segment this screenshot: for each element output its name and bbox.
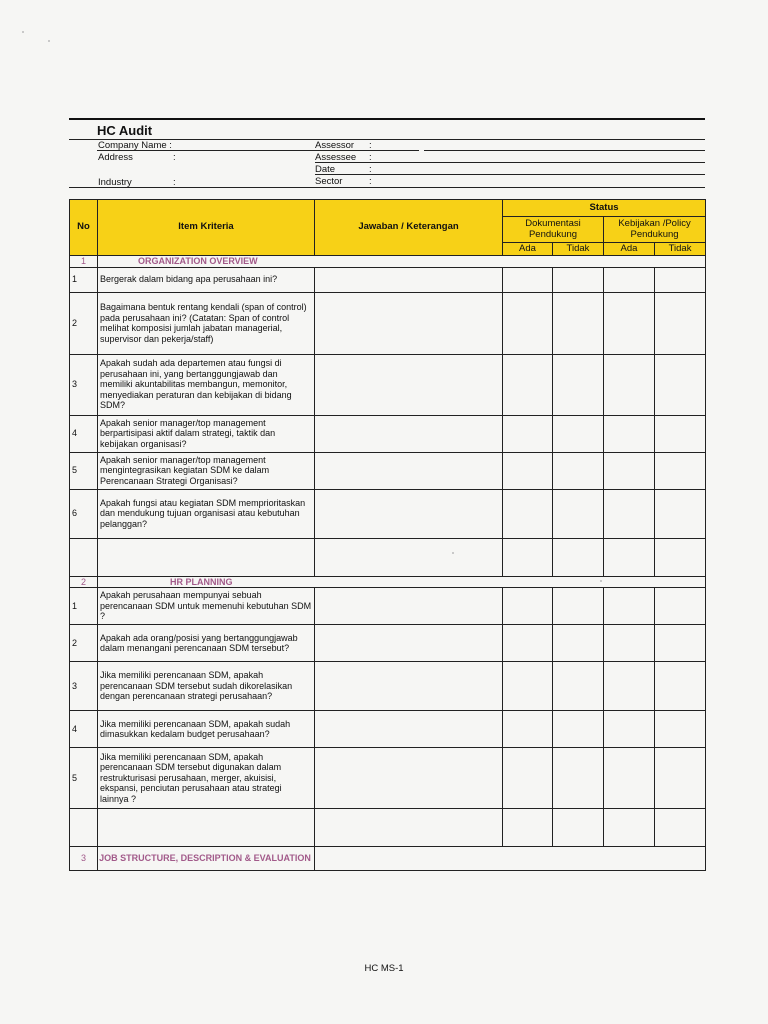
table-row: [70, 625, 706, 662]
doc-tidak-cell[interactable]: [553, 354, 604, 415]
table-row-empty: [70, 538, 706, 576]
doc-ada-cell[interactable]: [503, 711, 553, 748]
answer-cell[interactable]: [315, 625, 503, 662]
assessee-colon: :: [369, 152, 372, 163]
answer-cell[interactable]: [315, 588, 503, 625]
audit-table: [69, 199, 706, 871]
policy-tidak-cell[interactable]: [655, 711, 706, 748]
answer-cell[interactable]: [315, 711, 503, 748]
policy-ada-cell[interactable]: [604, 354, 655, 415]
audit-sheet: [69, 118, 705, 190]
doc-ada-cell[interactable]: [503, 662, 553, 711]
assessee-label: Assessee: [315, 152, 357, 163]
section-name: JOB STRUCTURE, DESCRIPTION & EVALUATION: [98, 847, 315, 871]
item-question: Bagaimana bentuk rentang kendali (span of control) pada perusahaan ini? (Catatan: Span of control melihat komposisi jumlah jabatan managerial, supervisor dan pekerja/staff): [98, 292, 315, 354]
section-number: 2: [70, 576, 98, 588]
section-number: 3: [70, 847, 98, 871]
policy-tidak-cell[interactable]: [655, 588, 706, 625]
item-number: 1: [70, 267, 98, 292]
answer-cell[interactable]: [315, 748, 503, 809]
table-row: [70, 711, 706, 748]
doc-tidak-cell[interactable]: [553, 489, 604, 538]
answer-cell[interactable]: [315, 354, 503, 415]
company-name-label: Company Name :: [98, 140, 172, 151]
table-row-empty: [70, 809, 706, 847]
col-answer-header: Jawaban / Keterangan: [315, 200, 503, 256]
item-question: Apakah fungsi atau kegiatan SDM memprioritaskan dan mendukung tujuan organisasi atau kebutuhan pelanggan?: [98, 489, 315, 538]
policy-ada-cell[interactable]: [604, 267, 655, 292]
doc-tidak-cell[interactable]: [553, 588, 604, 625]
item-number: 4: [70, 415, 98, 452]
item-number: 4: [70, 711, 98, 748]
policy-tidak-cell[interactable]: [655, 292, 706, 354]
page-footer: HC MS-1: [364, 963, 404, 974]
item-number: 5: [70, 748, 98, 809]
sector-colon: :: [369, 176, 372, 187]
item-number: 5: [70, 452, 98, 489]
answer-cell[interactable]: [315, 538, 503, 576]
doc-ada-cell[interactable]: [503, 354, 553, 415]
page-title: HC Audit: [97, 123, 153, 138]
doc-tidak-cell[interactable]: [553, 292, 604, 354]
answer-cell[interactable]: [315, 809, 503, 847]
section-number: 1: [70, 256, 98, 268]
answer-cell[interactable]: [315, 415, 503, 452]
item-number: 1: [70, 588, 98, 625]
policy-tidak-cell[interactable]: [655, 452, 706, 489]
policy-tidak-header: Tidak: [655, 243, 706, 256]
table-row: [70, 452, 706, 489]
section-header: [70, 847, 706, 871]
date-label: Date: [315, 164, 336, 175]
policy-ada-cell[interactable]: [604, 625, 655, 662]
address-colon: :: [173, 152, 176, 163]
item-question: Jika memiliki perencanaan SDM, apakah perencanaan SDM tersebut digunakan dalam restrukturisasi perusahaan, merger, akuisisi, ekspansi, penciutan perusahaan atau strategi lainnya ?: [98, 748, 315, 809]
answer-cell[interactable]: [315, 662, 503, 711]
item-question: Apakah perusahaan mempunyai sebuah perencanaan SDM untuk memenuhi kebutuhan SDM ?: [98, 588, 315, 625]
doc-tidak-cell[interactable]: [553, 452, 604, 489]
item-number: 2: [70, 625, 98, 662]
item-question: Apakah sudah ada departemen atau fungsi di perusahaan ini, yang bertanggungjawab dan memiliki akuntabilitas membangun, memonitor, menyediakan peraturan dan kebijakan di bidang SDM?: [98, 354, 315, 415]
policy-tidak-cell[interactable]: [655, 662, 706, 711]
doc-ada-cell[interactable]: [503, 625, 553, 662]
section-name: ORGANIZATION OVERVIEW: [98, 256, 706, 268]
doc-ada-cell[interactable]: [503, 267, 553, 292]
col-policy-header: Kebijakan /Policy Pendukung: [604, 217, 706, 243]
policy-ada-cell[interactable]: [604, 588, 655, 625]
doc-ada-cell[interactable]: [503, 588, 553, 625]
item-number: 6: [70, 489, 98, 538]
doc-ada-header: Ada: [503, 243, 553, 256]
policy-tidak-cell[interactable]: [655, 489, 706, 538]
doc-tidak-header: Tidak: [553, 243, 604, 256]
industry-colon: :: [173, 177, 176, 188]
policy-tidak-cell[interactable]: [655, 748, 706, 809]
policy-ada-cell[interactable]: [604, 711, 655, 748]
item-number: 3: [70, 662, 98, 711]
item-question: Apakah senior manager/top management mengintegrasikan kegiatan SDM ke dalam Perencanaan Strategi Organisasi?: [98, 452, 315, 489]
answer-cell[interactable]: [315, 452, 503, 489]
table-row: [70, 354, 706, 415]
doc-ada-cell[interactable]: [503, 292, 553, 354]
assessor-label: Assessor: [315, 140, 355, 151]
policy-ada-cell[interactable]: [604, 662, 655, 711]
item-question: Apakah ada orang/posisi yang bertanggungjawab dalam menangani perencanaan SDM tersebut?: [98, 625, 315, 662]
item-question: Apakah senior manager/top management berpartisipasi aktif dalam strategi, taktik dan kebijakan organisasi?: [98, 415, 315, 452]
industry-label: Industry: [98, 177, 132, 188]
item-question: Jika memiliki perencanaan SDM, apakah sudah dimasukkan kedalam budget perusahaan?: [98, 711, 315, 748]
section-name: HR PLANNING: [98, 576, 706, 588]
table-row: [70, 415, 706, 452]
answer-cell[interactable]: [315, 292, 503, 354]
doc-tidak-cell[interactable]: [553, 625, 604, 662]
doc-ada-cell[interactable]: [503, 452, 553, 489]
item-question: Bergerak dalam bidang apa perusahaan ini?: [98, 267, 315, 292]
policy-tidak-cell[interactable]: [655, 267, 706, 292]
doc-tidak-cell[interactable]: [553, 711, 604, 748]
date-colon: :: [369, 164, 372, 175]
assessor-colon: :: [369, 140, 372, 151]
policy-tidak-cell[interactable]: [655, 354, 706, 415]
doc-tidak-cell[interactable]: [553, 748, 604, 809]
table-row: [70, 588, 706, 625]
policy-tidak-cell[interactable]: [655, 415, 706, 452]
doc-ada-cell[interactable]: [503, 748, 553, 809]
doc-tidak-cell[interactable]: [553, 662, 604, 711]
col-item-header: Item Kriteria: [98, 200, 315, 256]
audit-header: [69, 118, 705, 190]
policy-ada-cell[interactable]: [604, 452, 655, 489]
policy-ada-cell[interactable]: [604, 415, 655, 452]
table-row: [70, 748, 706, 809]
table-row: [70, 292, 706, 354]
policy-ada-cell[interactable]: [604, 489, 655, 538]
col-no-header: No: [70, 200, 98, 256]
sector-label: Sector: [315, 176, 343, 187]
policy-tidak-cell[interactable]: [655, 625, 706, 662]
policy-ada-cell[interactable]: [604, 292, 655, 354]
section-header: [70, 256, 706, 268]
item-question: Jika memiliki perencanaan SDM, apakah perencanaan SDM tersebut sudah dikorelasikan dengan perencanaan strategi perusahaan?: [98, 662, 315, 711]
answer-cell[interactable]: [315, 489, 503, 538]
table-row: [70, 489, 706, 538]
col-doc-header: Dokumentasi Pendukung: [503, 217, 604, 243]
doc-ada-cell[interactable]: [503, 415, 553, 452]
answer-cell[interactable]: [315, 267, 503, 292]
doc-tidak-cell[interactable]: [553, 415, 604, 452]
doc-ada-cell[interactable]: [503, 489, 553, 538]
address-label: Address: [98, 152, 133, 163]
item-number: 2: [70, 292, 98, 354]
policy-ada-header: Ada: [604, 243, 655, 256]
item-number: 3: [70, 354, 98, 415]
policy-ada-cell[interactable]: [604, 748, 655, 809]
table-row: [70, 662, 706, 711]
table-row: [70, 267, 706, 292]
doc-tidak-cell[interactable]: [553, 267, 604, 292]
col-status-header: Status: [503, 200, 706, 217]
section-header: [70, 576, 706, 588]
